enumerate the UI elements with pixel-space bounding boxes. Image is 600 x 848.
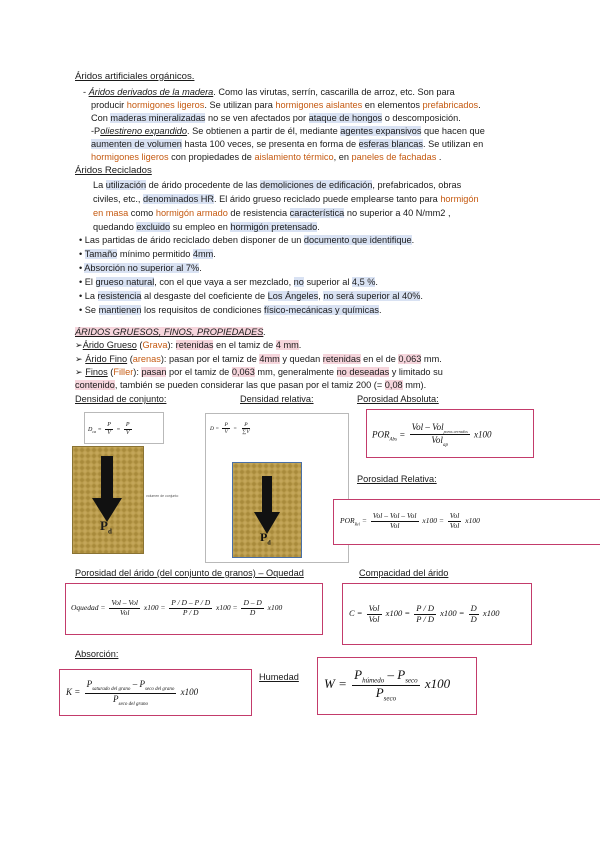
weight-label-pd-relativa: $P_d$ <box>260 530 271 547</box>
item-finos-line2: contenido, también se pueden considerar las que pasan por el tamiz 200 (= 0,08 mm). <box>75 380 427 390</box>
paragraph-reciclados-line3: en masa como hormigón armado de resistencia característica no superior a 40 N/mm2 , <box>93 208 451 218</box>
formula-oquedad: Oquedad = $\frac{\text{Vol – Vol}}{\text{Vol}}$ x100 = $\frac{P / D - P / D}{P / D}$ x100 = $\frac{D - D}{D}$ x100 <box>65 583 323 635</box>
heading-absorcion: Absorción: <box>75 649 119 659</box>
bullet-tamano: • Tamaño mínimo permitido 4mm. <box>79 249 216 259</box>
heading-densidad-relativa: Densidad relativa: <box>240 394 314 404</box>
paragraph-madera-line1: - Áridos derivados de la madera. Como las virutas, serrín, cascarilla de arroz, etc. Son para <box>83 87 455 97</box>
bullet-requisitos: • Se mantienen los requisitos de condiciones físico-mecánicas y químicas. <box>79 305 382 315</box>
item-arido-grueso: ➢Árido Grueso (Grava): retenidas en el tamiz de 4 mm. <box>75 340 302 350</box>
section-title-propiedades: ÁRIDOS GRUESOS, FINOS, PROPIEDADES. <box>75 327 266 337</box>
bullet-resistencia: • La resistencia al desgaste del coeficiente de Los Ángeles, no será superior al 40%. <box>79 291 423 301</box>
paragraph-reciclados-line1: La utilización de árido procedente de las demoliciones de edificación, prefabricados, obras <box>93 180 462 190</box>
bullet-absorcion: • Absorción no superior al 7%. <box>79 263 202 273</box>
item-arido-fino: ➢ Árido Fino (arenas): pasan por el tamiz de 4mm y quedan retenidas en el de 0,063 mm. <box>75 354 442 364</box>
bullet-grueso-natural: • El grueso natural, con el que vaya a ser mezclado, no superior al 4,5 %. <box>79 277 378 287</box>
arrow-down-icon <box>252 476 282 536</box>
heading-densidad-conjunto: Densidad de conjunto: <box>75 394 167 404</box>
section-title-reciclados: Áridos Reciclados <box>75 165 152 176</box>
heading-porosidad-absoluta: Porosidad Absoluta: <box>357 394 439 404</box>
paragraph-poli-line2: aumenten de volumen hasta 100 veces, se presenta en forma de esferas blancas. Se utilizan en <box>91 139 484 149</box>
sample-volume-note: volumen de conjunto <box>146 494 179 498</box>
paragraph-poli-line3: hormigones ligeros con propiedades de aislamiento térmico, en paneles de fachadas . <box>91 152 442 162</box>
paragraph-reciclados-line2: civiles, etc., denominados HR. El árido grueso reciclado puede emplearse tanto para hormigón <box>93 194 479 204</box>
bullet-documento: • Las partidas de árido reciclado deben disponer de un documento que identifique. <box>79 235 415 245</box>
formula-porosidad-relativa: $POR_{Rel}$ = $\frac{\text{Vol – Vol – Vol}}{\text{Vol}}$ x100 = $\frac{\text{Vol}}{\text{Vol}}$ x100 <box>333 499 600 545</box>
paragraph-poli-line1: -Poliestireno expandido. Se obtienen a partir de él, mediante agentes expansivos que hacen que <box>91 126 485 136</box>
arrow-down-icon <box>90 456 124 524</box>
formula-compacidad: C = $\frac{\text{Vol}}{\text{Vol}}$ x100 = $\frac{P / D}{P / D}$ x100 = $\frac{D}{D}$ x100 <box>342 583 532 645</box>
item-finos-line1: ➢ Finos (Filler): pasan por el tamiz de 0,063 mm, generalmente no deseadas y limitado su <box>75 367 443 377</box>
paragraph-reciclados-line4: quedando excluido su empleo en hormigón pretensado. <box>93 222 320 232</box>
heading-compacidad: Compacidad del árido <box>359 568 449 578</box>
paragraph-madera-line3: Con maderas mineralizadas no se ven afectados por ataque de hongos o descomposición. <box>91 113 461 123</box>
figure-densidad-relativa: D = $\frac{P}{V}$ = $\frac{P}{\sum V}$ $P_d$ <box>205 413 349 563</box>
formula-porosidad-absoluta: $POR_{Abs}$ = $\frac{Vol - Vol_{poros cerrados}}{Vol_{ap}}$ x100 <box>366 409 534 458</box>
heading-humedad: Humedad <box>259 672 299 682</box>
heading-porosidad-relativa: Porosidad Relativa: <box>357 474 437 484</box>
formula-humedad: W = $\frac{P_{húmedo} - P_{seco}}{P_{seco}}$ x100 <box>317 657 477 715</box>
formula-densidad-conjunto: $D_{ca}$ = $\frac{P}{V}$ = $\frac{P}{V}$ <box>84 412 164 444</box>
weight-label-pd: $P_d$ <box>100 518 112 536</box>
heading-oquedad: Porosidad del árido (del conjunto de granos) – Oquedad <box>75 568 304 578</box>
formula-absorcion: K = $\frac{P_{saturado del grano} - P_{seco del grano}}{P_{seco del grano}}$ x100 <box>59 669 252 716</box>
paragraph-madera-line2: producir hormigones ligeros. Se utilizan para hormigones aislantes en elementos prefabricados. <box>91 100 481 110</box>
section-title-organicos: Áridos artificiales orgánicos. <box>75 71 195 82</box>
